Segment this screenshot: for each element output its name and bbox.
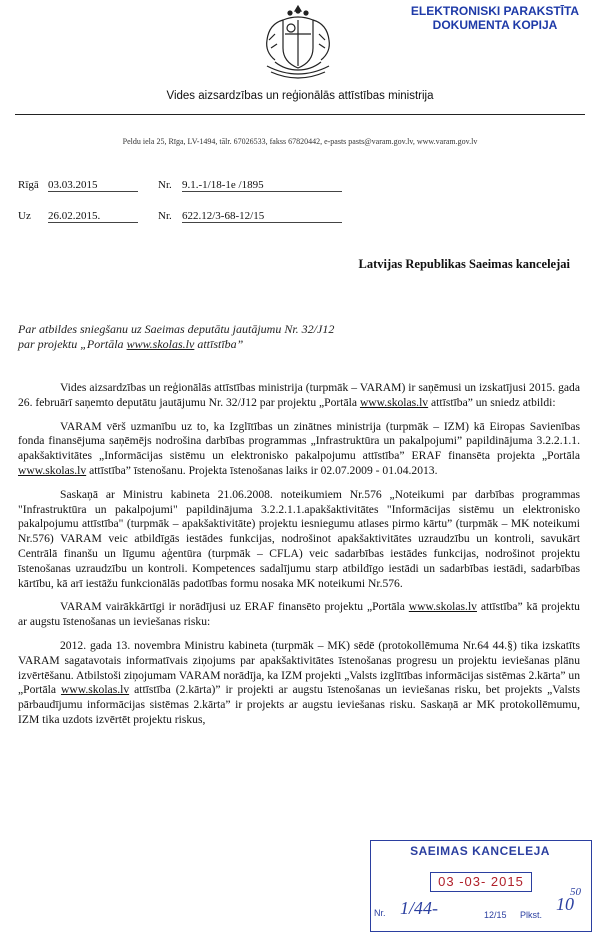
skolas-link[interactable]: www.skolas.lv — [18, 463, 87, 477]
stamp-nr-label: Nr. — [374, 908, 386, 918]
uz-nr: 622.12/3-68-12/15 — [182, 210, 342, 223]
letter-body — [18, 381, 580, 737]
ministry-name: Vides aizsardzības un reģionālās attīstības ministrija — [166, 90, 434, 102]
riga-date: 03.03.2015 — [48, 179, 138, 192]
uz-label: Uz — [18, 210, 31, 222]
paragraph-text: attīstība” un sniedz atbildi: — [428, 395, 556, 409]
paragraph-text: VARAM vērš uzmanību uz to, ka Izglītības un zinātnes ministrija (turpmāk – IZM) kā Eiropas Savienības fonda finansējuma saņēmējs nodrošina darbības programmas „Infrastruktūra un pakalpojumi” papildinājuma 3.2.2.1.1. apakšaktivitātes „Informācijas sistēmu un elektronisko pakalpojumu attīstība” ERAF finansēta projekta „Portāla — [18, 419, 580, 463]
uz-nr-label: Nr. — [158, 210, 172, 222]
paragraph-text: attīstība” kā projektu ar augstu īstenošanas un ieviešanas risku: — [18, 600, 580, 629]
paragraph-text: attīstība (2.kārta)” ir projekti ar augstu īstenošanas un ieviešanas risku, bet projekts „Valsts pārbaudījumu informācijas sistēmas 2.kārta” ir projekts ar augstu ieviešanas risku. Saskaņā ar MK protokollēmumu, IZM tika uzdots izvērtēt projektu riskus, — [18, 683, 580, 726]
paragraph-4 — [18, 600, 580, 630]
subject — [18, 322, 438, 352]
paragraph-5 — [18, 639, 580, 728]
electronic-signature-stamp — [400, 4, 590, 32]
paragraph-text: 2012. gada 13. novembra Ministru kabineta (turpmāk – MK) sēdē (protokollēmuma Nr.64 44.§) tika izskatīts VARAM sagatavotais informatīvais ziņojums par apakšaktivitātes īstenošanas progresu un projektu ieviešanas plānu izvērtēšanu. Atbilstoši ziņojumam VARAM norādīja, ka IZM projekti „Valsts izglītības informācijas sistēmas 2.kārta” un „Portāla — [18, 638, 580, 697]
subject-line-2 — [18, 337, 438, 352]
skolas-link[interactable]: www.skolas.lv — [60, 683, 130, 697]
stamp-line-1: ELEKTRONISKI PARAKSTĪTA — [410, 4, 580, 18]
stamp-plkst-value: 10 — [556, 894, 574, 914]
paragraph-text: Vides aizsardzības un reģionālās attīstības ministrija (turpmāk – VARAM) ir saņēmusi un izskatījusi 2015. gada 26. februārī saņemto deputātu jautājumu Nr. 32/J12 par projektu „Portāla — [18, 381, 580, 409]
coat-of-arms-icon — [255, 4, 341, 86]
paragraph-text: attīstība” īstenošanu. Projekta īstenošanas laiks ir 02.07.2009 - 01.04.2013. — [86, 463, 438, 477]
skolas-link[interactable]: www.skolas.lv — [126, 337, 195, 351]
stamp-title: SAEIMAS KANCELEJA — [410, 844, 550, 858]
ministry-address: Peldu iela 25, Rīga, LV-1494, tālr. 67026533, fakss 67820442, e-pasts pasts@varam.gov.lv, www.varam.gov.lv — [122, 137, 478, 146]
riga-label: Rīgā — [18, 179, 39, 191]
riga-nr: 9.1.-1/18-1e /1895 — [182, 179, 342, 192]
paragraph-3: Saskaņā ar Ministru kabineta 21.06.2008. noteikumiem Nr.576 „Noteikumi par darbības programmas "Infrastruktūra un pakalpojumi" papildinājuma 3.2.2.1.1.apakšaktivitātes "Informācijas sistēmu un elektronisko pakalpojumu attīstība" (turpmāk – apakšaktivitāte) projektu iesniegumu atlases pirmo kārtu” (turpmāk – MK noteikumi Nr.576) VARAM veic atbildīgās iestādes funkcijas, nodrošinot apakšaktivitātes uzraudzību un kontroli, savukārt Centrālā finanšu un līgumu aģentūra (turpmāk – CFLA) veic sadarbības iestādes funkcijas, nodrošinot projektu īstenošanas uzraudzību un kontroli. Kompetences sadalījumu starp atbildīgo iestādi un sadarbības iestādi, sadarbības kārtību, kā arī iestāžu funkcionālās padotības formu nosaka MK noteikumi Nr.576. — [18, 487, 580, 590]
stamp-plkst-label: Plkst. — [520, 910, 543, 920]
subject-line-1: Par atbildes sniegšanu uz Saeimas deputātu jautājumu Nr. 32/J12 — [18, 322, 335, 336]
header-divider — [15, 114, 585, 115]
uz-date: 26.02.2015. — [48, 210, 138, 223]
paragraph-2 — [18, 420, 580, 479]
subject-text: attīstība” — [194, 337, 244, 351]
riga-nr-label: Nr. — [158, 179, 172, 191]
stamp-date: 03 -03- 2015 — [430, 872, 532, 892]
subject-text: par projektu „Portāla — [18, 337, 127, 351]
paragraph-text: VARAM vairākkārtīgi ir norādījusi uz ERAF finansēto projektu „Portāla — [60, 600, 409, 614]
skolas-link[interactable]: www.skolas.lv — [359, 395, 429, 409]
paragraph-1 — [18, 381, 580, 411]
saeima-registration-stamp — [370, 840, 592, 932]
skolas-link[interactable]: www.skolas.lv — [408, 600, 477, 614]
stamp-nr-value: 1/44- — [400, 898, 438, 918]
stamp-nr-suffix: 12/15 — [484, 910, 507, 920]
stamp-extra: 50 — [570, 886, 581, 898]
recipient: Latvijas Republikas Saeimas kancelejai — [358, 257, 570, 271]
stamp-line-2: DOKUMENTA KOPIJA — [432, 18, 558, 32]
